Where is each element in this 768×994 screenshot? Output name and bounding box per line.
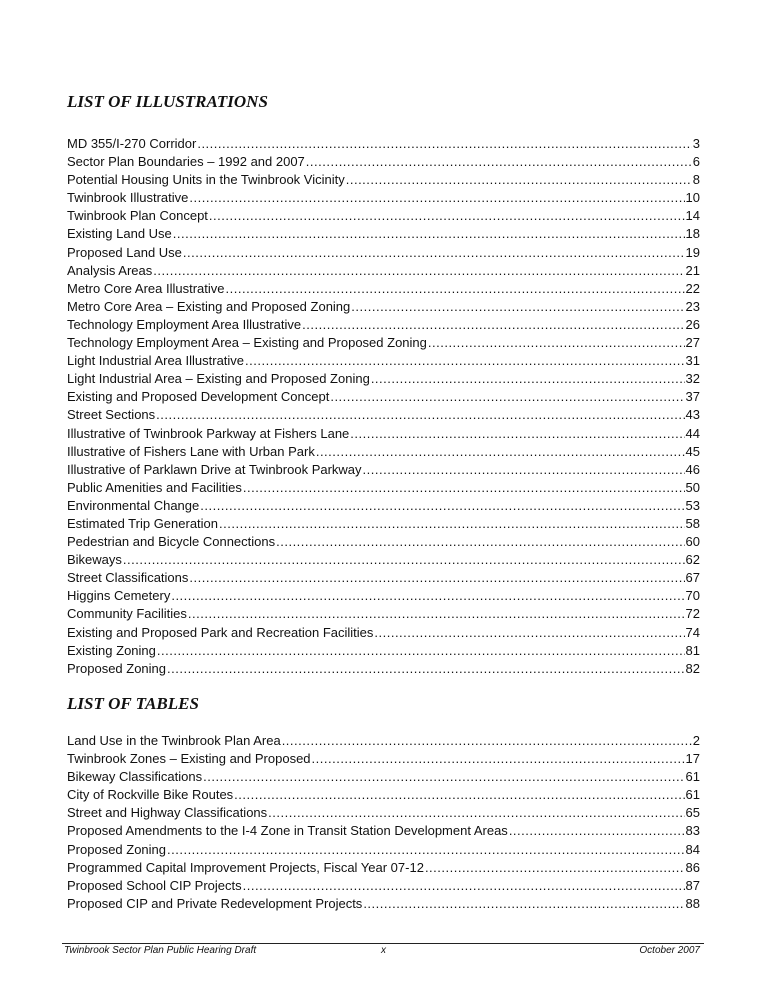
toc-entry	[67, 244, 700, 262]
toc-dot-leader	[306, 153, 692, 171]
toc-dot-leader	[189, 569, 684, 587]
illustrations-list	[67, 135, 700, 678]
toc-entry-page: 37	[685, 389, 700, 405]
toc-entry-page: 2	[692, 733, 700, 748]
toc-entry-title: Twinbrook Plan Concept	[67, 208, 208, 224]
toc-entry	[67, 895, 700, 913]
toc-entry-title: Illustrative of Parklawn Drive at Twinbrook Parkway	[67, 461, 362, 477]
toc-entry	[67, 642, 700, 660]
toc-entry	[67, 660, 700, 678]
toc-entry-title: Light Industrial Area – Existing and Proposed Zoning	[67, 371, 370, 387]
toc-entry-title: Proposed School CIP Projects	[67, 877, 242, 893]
toc-dot-leader	[351, 298, 684, 316]
toc-entry	[67, 605, 700, 623]
toc-entry-title: Existing Land Use	[67, 226, 172, 242]
toc-entry-page: 19	[685, 244, 700, 260]
toc-entry-page: 18	[685, 226, 700, 242]
toc-entry-page: 46	[685, 461, 700, 477]
toc-entry-title: MD 355/I-270 Corridor	[67, 136, 197, 151]
toc-entry-page: 67	[685, 570, 700, 586]
toc-entry-title: Proposed Zoning	[67, 841, 167, 857]
toc-entry	[67, 479, 700, 497]
toc-entry-page: 72	[685, 606, 700, 622]
toc-entry-page: 23	[685, 298, 700, 314]
toc-entry-title: Public Amenities and Facilities	[67, 479, 242, 495]
toc-entry-page: 22	[685, 280, 700, 296]
toc-entry-title: Existing and Proposed Development Concept	[67, 389, 330, 405]
toc-entry-page: 70	[685, 588, 700, 604]
toc-entry-page: 3	[692, 136, 700, 151]
toc-dot-leader	[245, 352, 684, 370]
toc-entry	[67, 298, 700, 316]
toc-dot-leader	[171, 587, 684, 605]
toc-entry	[67, 569, 700, 587]
toc-entry-page: 61	[685, 787, 700, 803]
toc-entry-title: Illustrative of Twinbrook Parkway at Fishers Lane	[67, 425, 350, 441]
toc-entry-page: 88	[685, 895, 700, 911]
toc-entry	[67, 551, 700, 569]
toc-entry-page: 26	[685, 316, 700, 332]
toc-entry-page: 74	[685, 624, 700, 640]
toc-dot-leader	[282, 732, 692, 750]
toc-entry	[67, 443, 700, 461]
toc-entry	[67, 732, 700, 750]
toc-entry-title: Metro Core Area – Existing and Proposed Zoning	[67, 298, 351, 314]
toc-entry-title: Metro Core Area Illustrative	[67, 280, 225, 296]
toc-entry-title: Programmed Capital Improvement Projects, Fiscal Year 07-12	[67, 859, 424, 875]
footer-document-title: Twinbrook Sector Plan Public Hearing Draft	[64, 945, 257, 956]
toc-entry-title: Existing and Proposed Park and Recreation Facilities	[67, 624, 374, 640]
toc-entry-page: 86	[685, 859, 700, 875]
toc-entry-page: 81	[685, 642, 700, 658]
toc-entry-title: City of Rockville Bike Routes	[67, 787, 234, 803]
toc-entry	[67, 497, 700, 515]
toc-entry-title: Bikeways	[67, 552, 122, 568]
toc-entry-page: 62	[685, 552, 700, 568]
toc-entry-title: Technology Employment Area Illustrative	[67, 316, 302, 332]
toc-entry	[67, 750, 700, 768]
toc-entry	[67, 768, 700, 786]
toc-entry-title: Twinbrook Zones – Existing and Proposed	[67, 751, 311, 767]
toc-dot-leader	[234, 786, 684, 804]
toc-dot-leader	[276, 533, 684, 551]
toc-entry-page: 58	[685, 515, 700, 531]
toc-entry	[67, 533, 700, 551]
toc-entry	[67, 171, 700, 189]
toc-dot-leader	[330, 388, 684, 406]
toc-entry-title: Analysis Areas	[67, 262, 153, 278]
toc-dot-leader	[123, 551, 685, 569]
toc-entry	[67, 406, 700, 424]
toc-entry-page: 17	[685, 751, 700, 767]
toc-entry	[67, 280, 700, 298]
toc-entry-title: Sector Plan Boundaries – 1992 and 2007	[67, 154, 305, 170]
toc-entry	[67, 352, 700, 370]
toc-entry-page: 45	[685, 443, 700, 459]
toc-entry-page: 87	[685, 877, 700, 893]
toc-entry-title: Pedestrian and Bicycle Connections	[67, 534, 276, 550]
toc-dot-leader	[312, 750, 685, 768]
toc-entry-title: Twinbrook Illustrative	[67, 190, 189, 206]
toc-dot-leader	[173, 225, 685, 243]
toc-entry-title: Bikeway Classifications	[67, 769, 203, 785]
toc-entry-title: Street Classifications	[67, 570, 189, 586]
toc-entry-page: 83	[685, 823, 700, 839]
toc-dot-leader	[509, 822, 685, 840]
toc-entry-title: Existing Zoning	[67, 642, 156, 658]
toc-entry-title: Environmental Change	[67, 497, 200, 513]
toc-entry	[67, 461, 700, 479]
toc-dot-leader	[189, 189, 684, 207]
toc-entry	[67, 877, 700, 895]
toc-entry-page: 60	[685, 534, 700, 550]
toc-entry	[67, 225, 700, 243]
toc-entry-title: Land Use in the Twinbrook Plan Area	[67, 733, 281, 748]
toc-dot-leader	[243, 479, 685, 497]
toc-entry-title: Illustrative of Fishers Lane with Urban Park	[67, 443, 315, 459]
toc-entry	[67, 587, 700, 605]
toc-entry-page: 32	[685, 371, 700, 387]
toc-dot-leader	[219, 515, 685, 533]
toc-entry-page: 65	[685, 805, 700, 821]
toc-dot-leader	[200, 497, 684, 515]
toc-entry-page: 8	[692, 172, 700, 188]
toc-dot-leader	[167, 660, 685, 678]
toc-entry-title: Estimated Trip Generation	[67, 515, 219, 531]
toc-entry	[67, 189, 700, 207]
toc-dot-leader	[302, 316, 684, 334]
toc-entry-title: Street Sections	[67, 407, 156, 423]
toc-entry	[67, 786, 700, 804]
toc-entry	[67, 841, 700, 859]
toc-entry-page: 43	[685, 407, 700, 423]
toc-dot-leader	[428, 334, 685, 352]
toc-dot-leader	[363, 895, 684, 913]
toc-dot-leader	[197, 135, 691, 153]
toc-entry	[67, 425, 700, 443]
toc-entry-page: 6	[692, 154, 700, 170]
toc-entry-page: 27	[685, 335, 700, 351]
toc-dot-leader	[374, 624, 684, 642]
toc-entry	[67, 388, 700, 406]
toc-dot-leader	[188, 605, 685, 623]
toc-entry	[67, 135, 700, 153]
toc-entry	[67, 262, 700, 280]
tables-list	[67, 732, 700, 913]
toc-entry	[67, 316, 700, 334]
toc-entry	[67, 624, 700, 642]
toc-dot-leader	[156, 406, 684, 424]
toc-dot-leader	[203, 768, 684, 786]
toc-dot-leader	[363, 461, 685, 479]
toc-entry-page: 61	[685, 769, 700, 785]
toc-entry	[67, 153, 700, 171]
toc-entry	[67, 822, 700, 840]
toc-dot-leader	[157, 642, 685, 660]
toc-entry	[67, 207, 700, 225]
footer-rule	[62, 943, 704, 944]
toc-dot-leader	[316, 443, 685, 461]
toc-entry-page: 44	[685, 425, 700, 441]
toc-entry-title: Proposed Zoning	[67, 660, 167, 676]
toc-entry-title: Higgins Cemetery	[67, 588, 171, 604]
toc-dot-leader	[350, 425, 684, 443]
toc-entry-page: 10	[685, 190, 700, 206]
footer-date: October 2007	[639, 945, 700, 956]
toc-entry-page: 31	[685, 353, 700, 369]
illustrations-heading: LIST OF ILLUSTRATIONS	[67, 92, 268, 111]
toc-dot-leader	[371, 370, 685, 388]
toc-entry-page: 21	[685, 262, 700, 278]
toc-dot-leader	[209, 207, 685, 225]
toc-dot-leader	[346, 171, 692, 189]
toc-entry-title: Proposed Land Use	[67, 244, 182, 260]
toc-dot-leader	[226, 280, 685, 298]
toc-entry-title: Proposed CIP and Private Redevelopment Projects	[67, 895, 363, 911]
toc-entry-page: 50	[685, 479, 700, 495]
toc-entry-title: Light Industrial Area Illustrative	[67, 353, 245, 369]
footer-page-number: x	[381, 945, 386, 956]
tables-heading: LIST OF TABLES	[67, 694, 199, 713]
toc-dot-leader	[183, 244, 685, 262]
toc-dot-leader	[243, 877, 685, 895]
toc-entry-title: Proposed Amendments to the I-4 Zone in Transit Station Development Areas	[67, 823, 508, 839]
toc-entry	[67, 804, 700, 822]
toc-entry	[67, 515, 700, 533]
toc-entry-page: 84	[685, 841, 700, 857]
toc-entry	[67, 370, 700, 388]
toc-entry	[67, 859, 700, 877]
toc-entry-page: 14	[685, 208, 700, 224]
toc-dot-leader	[268, 804, 684, 822]
toc-entry-page: 53	[685, 497, 700, 513]
toc-entry-title: Street and Highway Classifications	[67, 805, 268, 821]
toc-entry-title: Potential Housing Units in the Twinbrook Vicinity	[67, 172, 345, 188]
toc-dot-leader	[153, 262, 684, 280]
toc-entry-page: 82	[685, 660, 700, 676]
toc-entry	[67, 334, 700, 352]
toc-entry-title: Community Facilities	[67, 606, 187, 622]
toc-entry-title: Technology Employment Area – Existing and Proposed Zoning	[67, 335, 427, 351]
toc-dot-leader	[425, 859, 685, 877]
toc-dot-leader	[167, 841, 685, 859]
